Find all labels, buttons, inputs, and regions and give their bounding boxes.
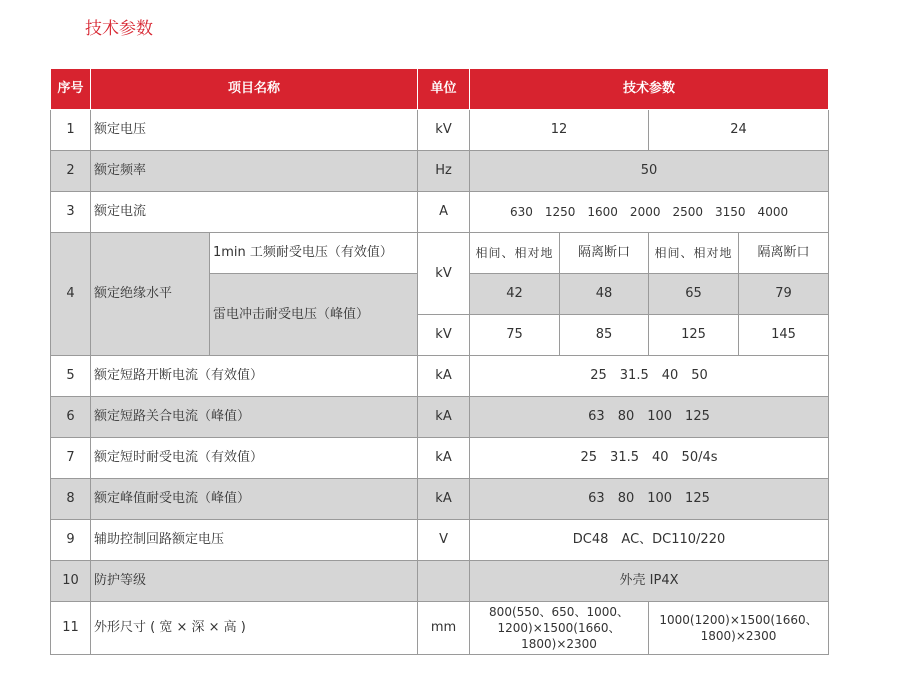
row-no: 1	[51, 110, 91, 151]
header-unit: 单位	[418, 69, 470, 110]
row-unit: Hz	[418, 151, 470, 192]
header-item: 项目名称	[91, 69, 418, 110]
row-unit: kA	[418, 479, 470, 520]
row-value: 48	[560, 274, 649, 315]
row-no: 11	[51, 602, 91, 655]
row-value: 79	[739, 274, 829, 315]
table-row	[51, 356, 829, 397]
table-header-row	[51, 69, 829, 110]
row-no: 7	[51, 438, 91, 479]
table-row	[51, 110, 829, 151]
row-value: 85	[560, 315, 649, 356]
row-no: 2	[51, 151, 91, 192]
col-label: 隔离断口	[739, 233, 829, 274]
row-subitem: 雷电冲击耐受电压（峰值）	[210, 274, 418, 356]
row-no: 9	[51, 520, 91, 561]
row-no: 3	[51, 192, 91, 233]
row-item: 外形尺寸 ( 宽 × 深 × 高 )	[91, 602, 418, 655]
row-unit: A	[418, 192, 470, 233]
col-label: 相间、相对地	[470, 233, 560, 274]
row-value: 145	[739, 315, 829, 356]
row-no: 4	[51, 233, 91, 356]
row-no: 6	[51, 397, 91, 438]
row-value: 50	[470, 151, 829, 192]
row-value: 外壳 IP4X	[470, 561, 829, 602]
header-param: 技术参数	[470, 69, 829, 110]
row-value: 125	[649, 315, 739, 356]
row-value: 25 31.5 40 50	[470, 356, 829, 397]
table-row	[51, 561, 829, 602]
row-unit: kV	[418, 315, 470, 356]
row-item: 额定短路关合电流（峰值）	[91, 397, 418, 438]
row-value: DC48 AC、DC110/220	[470, 520, 829, 561]
row-item: 额定短时耐受电流（有效值）	[91, 438, 418, 479]
row-value: 630 1250 1600 2000 2500 3150 4000	[470, 192, 829, 233]
row-item: 额定电流	[91, 192, 418, 233]
table-row	[51, 602, 829, 655]
row-unit: mm	[418, 602, 470, 655]
row-value: 24	[649, 110, 829, 151]
row-no: 5	[51, 356, 91, 397]
row-value: 25 31.5 40 50/4s	[470, 438, 829, 479]
table-row	[51, 479, 829, 520]
col-label: 隔离断口	[560, 233, 649, 274]
section-heading: 技术参数	[85, 19, 153, 39]
row-unit	[418, 561, 470, 602]
row-unit: kV	[418, 233, 470, 315]
row-value: 63 80 100 125	[470, 479, 829, 520]
row-value: 63 80 100 125	[470, 397, 829, 438]
row-item: 额定频率	[91, 151, 418, 192]
row-no: 10	[51, 561, 91, 602]
row-value: 42	[470, 274, 560, 315]
row-item: 辅助控制回路额定电压	[91, 520, 418, 561]
row-value: 12	[470, 110, 649, 151]
row-unit: kA	[418, 438, 470, 479]
row-item: 防护等级	[91, 561, 418, 602]
row-subitem: 1min 工频耐受电压（有效值）	[210, 233, 418, 274]
table-row	[51, 438, 829, 479]
row-item: 额定电压	[91, 110, 418, 151]
row-no: 8	[51, 479, 91, 520]
row-unit: kV	[418, 110, 470, 151]
row-item: 额定峰值耐受电流（峰值）	[91, 479, 418, 520]
row-value: 800(550、650、1000、1200)×1500(1660、1800)×2300	[470, 602, 649, 655]
table-row	[51, 151, 829, 192]
spec-table	[50, 69, 829, 655]
row-value: 65	[649, 274, 739, 315]
table-row	[51, 192, 829, 233]
row-item: 额定绝缘水平	[91, 233, 210, 356]
table-row	[51, 520, 829, 561]
row-item: 额定短路开断电流（有效值）	[91, 356, 418, 397]
row-unit: kA	[418, 356, 470, 397]
row-unit: kA	[418, 397, 470, 438]
row-value: 1000(1200)×1500(1660、1800)×2300	[649, 602, 829, 655]
col-label: 相间、相对地	[649, 233, 739, 274]
row-unit: V	[418, 520, 470, 561]
table-row	[51, 397, 829, 438]
table-row	[51, 233, 829, 274]
header-no: 序号	[51, 69, 91, 110]
row-value: 75	[470, 315, 560, 356]
